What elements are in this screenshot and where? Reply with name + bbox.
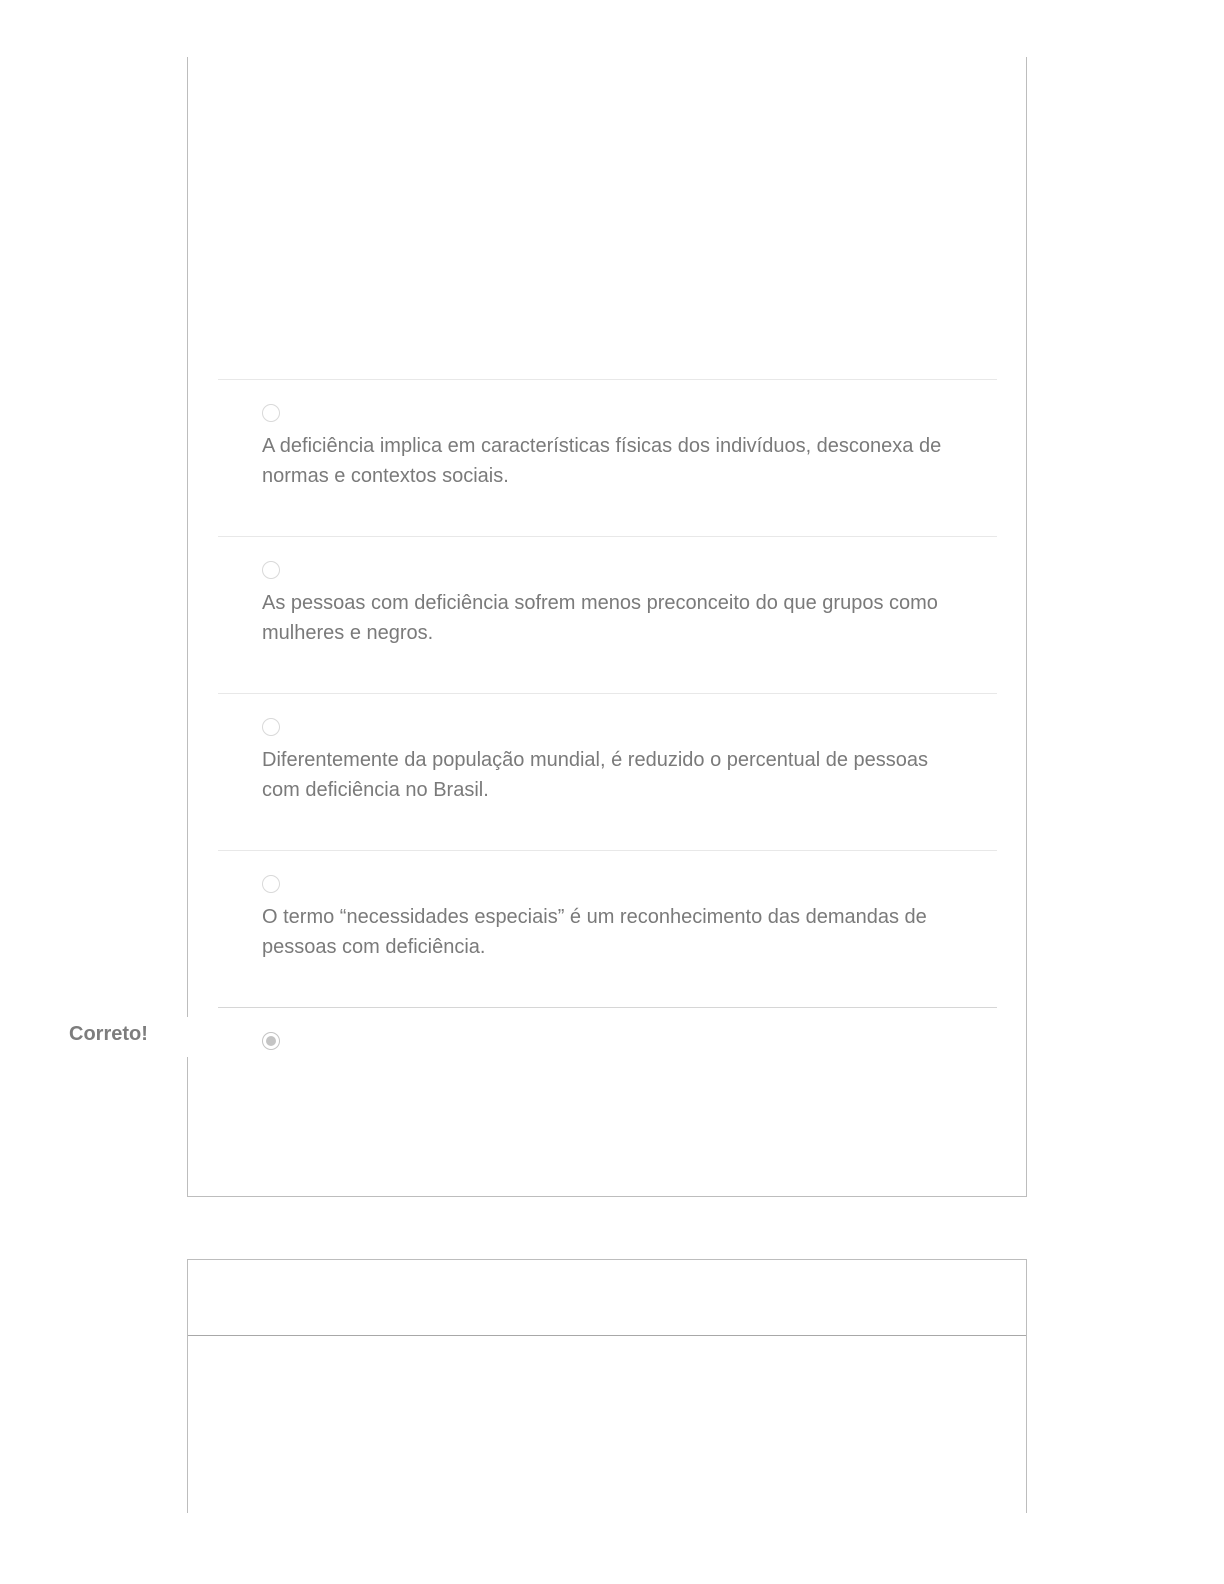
- answer-option[interactable]: [218, 379, 997, 536]
- question-card: [187, 57, 1027, 1197]
- radio-button-unselected-icon[interactable]: [262, 875, 280, 893]
- answer-option-correct[interactable]: [218, 1007, 997, 1177]
- answer-text: Diferentemente da população mundial, é reduzido o percentual de pessoas com deficiência no Brasil.: [262, 749, 928, 801]
- answer-text: As pessoas com deficiência sofrem menos preconceito do que grupos como mulheres e negros.: [262, 592, 938, 644]
- question-header: [188, 1260, 1026, 1336]
- correct-marker-gap: [186, 1017, 190, 1057]
- radio-button-unselected-icon[interactable]: [262, 561, 280, 579]
- answer-option[interactable]: [218, 536, 997, 693]
- answer-option[interactable]: [218, 850, 997, 1007]
- radio-button-unselected-icon[interactable]: [262, 404, 280, 422]
- next-question-card: [187, 1259, 1027, 1513]
- radio-button-selected-icon[interactable]: [262, 1032, 280, 1050]
- answer-text: A deficiência implica em características físicas dos indivíduos, desconexa de normas e contextos sociais.: [262, 435, 942, 487]
- answer-option[interactable]: [218, 693, 997, 850]
- answer-text: O termo “necessidades especiais” é um reconhecimento das demandas de pessoas com deficiência.: [262, 906, 927, 958]
- radio-button-unselected-icon[interactable]: [262, 718, 280, 736]
- correct-answer-label: Correto!: [69, 1023, 148, 1045]
